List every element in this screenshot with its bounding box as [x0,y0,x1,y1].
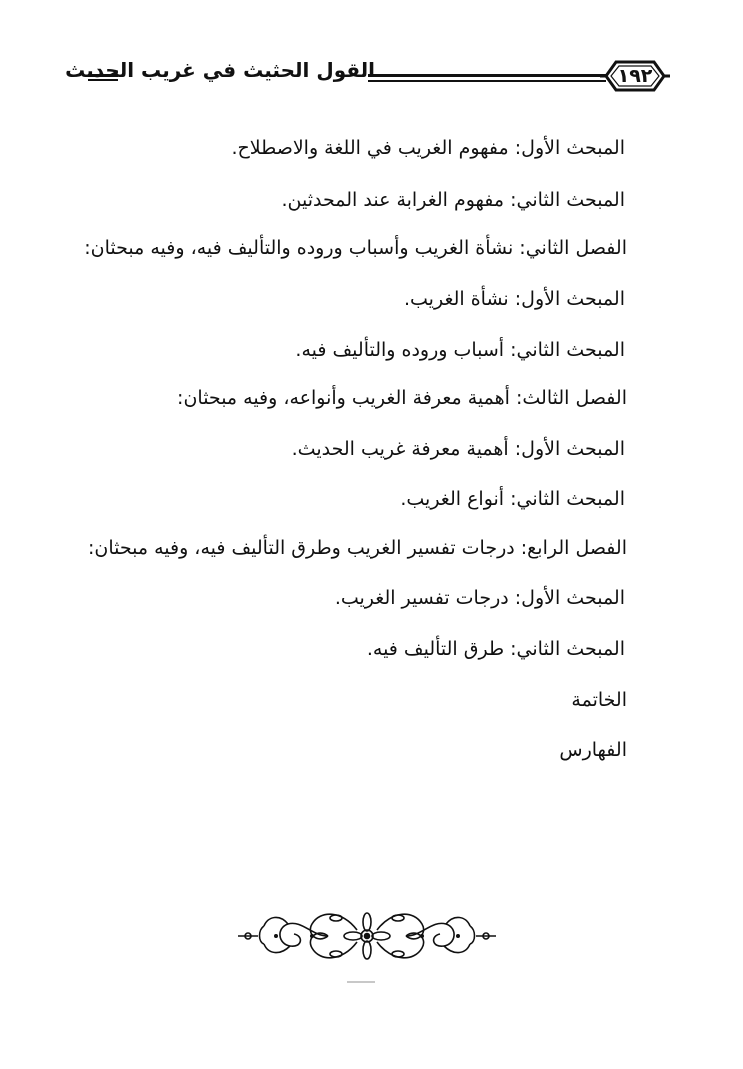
toc-chapter: الفصل الثالث: أهمية معرفة الغريب وأنواعه، وفيه مبحثان: [177,387,627,409]
running-title: القول الحثيث في غريب الحديث [65,58,375,82]
floral-divider-icon [232,900,502,972]
floral-divider-shape [232,900,502,972]
toc-chapter: الفصل الرابع: درجات تفسير الغريب وطرق التأليف فيه، وفيه مبحثان: [88,537,627,559]
footer-mark [347,981,375,983]
page-number: ١٩٢ [617,65,653,87]
toc-indexes: الفهارس [559,739,627,761]
toc-entry: المبحث الأول: نشأة الغريب. [403,288,625,310]
toc-entry: المبحث الأول: مفهوم الغريب في اللغة والاصطلاح. [231,137,625,159]
toc-conclusion: الخاتمة [571,689,627,711]
running-header [0,50,743,110]
page-number-frame-icon [600,56,670,96]
toc-entry: المبحث الثاني: مفهوم الغرابة عند المحدثين. [281,189,625,211]
toc-entry: المبحث الثاني: أسباب وروده والتأليف فيه. [295,339,625,361]
header-rule-right [368,74,606,82]
toc-chapter: الفصل الثاني: نشأة الغريب وأسباب وروده والتأليف فيه، وفيه مبحثان: [84,237,627,259]
toc-entry: المبحث الأول: درجات تفسير الغريب. [334,587,625,609]
toc-entry: المبحث الأول: أهمية معرفة غريب الحديث. [291,438,625,460]
toc-entry: المبحث الثاني: أنواع الغريب. [400,488,625,510]
toc-entry: المبحث الثاني: طرق التأليف فيه. [366,638,625,660]
